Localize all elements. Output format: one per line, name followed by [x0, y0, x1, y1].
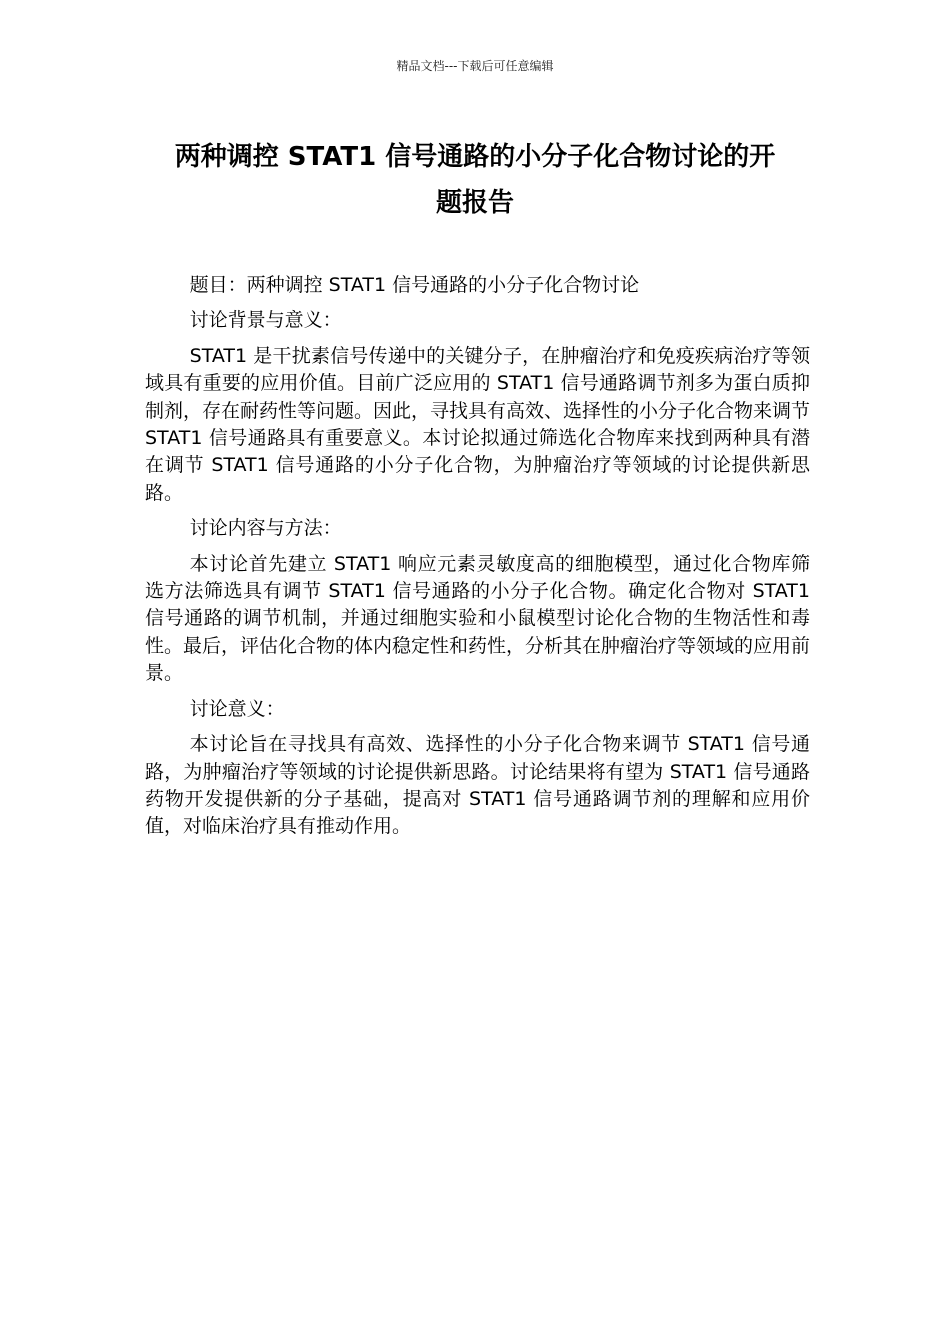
document-body — [145, 272, 810, 849]
methods-paragraph: 本讨论首先建立 STAT1 响应元素灵敏度高的细胞模型，通过化合物库筛选方法筛选具有调节 STAT1 信号通路的小分子化合物。确定化合物对 STAT1 信号通路的调节机制，并通过细胞实验和小鼠模型讨论化合物的生物活性和毒性。最后，评估化合物的体内稳定性和药性，分析其在肿瘤治疗等领域的应用前景。 — [145, 552, 811, 685]
document-title — [130, 134, 820, 226]
significance-paragraph: 本讨论旨在寻找具有高效、选择性的小分子化合物来调节 STAT1 信号通路，为肿瘤治疗等领域的讨论提供新思路。讨论结果将有望为 STAT1 信号通路药物开发提供新的分子基础，提高对 STAT1 信号通路调节剂的理解和应用价值，对临床治疗具有推动作用。 — [145, 733, 810, 838]
title-line-2: 题报告 — [435, 188, 514, 218]
title-line-1: 两种调控 STAT1 信号通路的小分子化合物讨论的开 — [174, 142, 776, 172]
background-heading: 讨论背景与意义： — [189, 309, 342, 332]
header-note: 精品文档---下载后可任意编辑 — [396, 59, 554, 73]
methods-heading: 讨论内容与方法： — [189, 517, 342, 540]
background-paragraph: STAT1 是干扰素信号传递中的关键分子，在肿瘤治疗和免疫疾病治疗等领域具有重要的应用价值。目前广泛应用的 STAT1 信号通路调节剂多为蛋白质抑制剂，存在耐药性等问题。因此，寻找具有高效、选择性的小分子化合物来调节 STAT1 信号通路具有重要意义。本讨论拟通过筛选化合物库来找到两种具有潜在调节 STAT1 信号通路的小分子化合物，为肿瘤治疗等领域的讨论提供新思路。 — [145, 344, 811, 504]
significance-heading: 讨论意义： — [189, 697, 285, 720]
topic-paragraph: 题目：两种调控 STAT1 信号通路的小分子化合物讨论 — [189, 274, 640, 296]
